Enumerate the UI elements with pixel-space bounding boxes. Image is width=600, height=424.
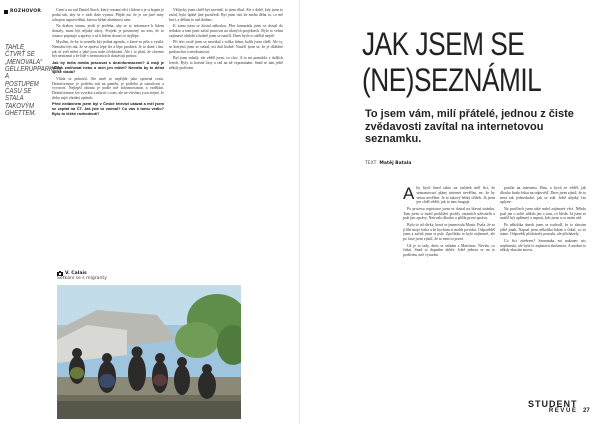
paragraph-text: posílat na internetu. Hnu, a bych se věděl, jak dlouho budu čekat na odpověď. Dnes jsem zjistil, že to není tak jednoduché, jak se zdá. Ještě nějaký čas uplyne.	[500, 186, 586, 205]
paragraph-text: Po několika dnech jsem se rozhodl, že to zkusím ještě jinak. Napsal jsem několika lidem a čekal, co se stane. Odpovědi přicházely pomalu, ale přicházely.	[500, 222, 586, 237]
title-line-2: (NE)SEZNÁMIL	[362, 62, 542, 98]
title-line-1: JAK JSEM SE	[362, 26, 525, 62]
paragraph-text: Vždycky jsem chtěl být novinář, to jsem tíhal. Ale v době, kdy jsem to začal, bylo úplně jiné prostředí. Byl jsem rád, že mohu dělat to, co mě baví, a dělám to rád dodnes.	[169, 8, 283, 22]
page-number: 27	[583, 408, 590, 414]
right-column-4	[500, 186, 586, 396]
section-label	[4, 9, 41, 14]
body-paragraph	[403, 207, 495, 221]
article-subhead: To jsem vám, milí přátelé, jednou z čiste zvědavosti zavítal na internetovou seznamku.	[365, 108, 574, 145]
body-paragraph	[500, 239, 586, 253]
paragraph-text: Na drahou stranu, jestli je potřeba, aby se ty informace k lidem dostaly, musí být nějaký zdroj. Projekt je postavený na tom, že se situace popisuje a zprávy o ní k lidem dorazí co nejlépe.	[52, 24, 164, 38]
paragraph-text: Čtení a na rad Daniel Stach, který rozumí věcí i lidem a je schopen je podat tak, aby se v nich dalo vyznat. Přijde mi, že je on jisté míry schopen ospravedlnit, kterou hýbal zkušenost sám.	[52, 8, 164, 22]
byline	[365, 161, 411, 166]
paragraph-text: Před nedávnem jsem byl v České televizi ukázat a měl jsem se zeptat na ČT. Jak jste to vnímal? Co vás k tomu vedlo? Bylo to těžké rozhodnutí?	[52, 101, 164, 116]
paragraph-text: Už je to tady, dnes se setkám s Martinou. Nevím, co čekat. Snad to dopadne dobře. Ještě jednou se na to podívám, než vyrazím.	[403, 243, 495, 258]
paragraph-text: Myslím, že by to neměla být jediná agenda, o které se píše a vysílá. Nemohu být tak, že se zpráva lépe čte a lépe prodává. Je to dané i tím, jak se svět mění a jaké jsou naše očekávání. Ale i to platí, že chceme být nestranní a že lidé v nemocnicích dostávají pomoc.	[52, 40, 164, 59]
paragraph-text: Při této cestě jsem se nesetkal s tolika lidmi, kolik jsem chtěl. Ale ty, se kterými jsem se setkal, mi dali hodně. Naučil jsem se, že je důležité poslouchat a neodsuzovat.	[169, 40, 283, 54]
paragraph-text: Jak by měla média pracovat s dezinformacemi? A mají je vůbec zmiňovat nebo o nich jen mlčet? Neměla by to dělat spíše vláda?	[52, 59, 164, 75]
paragraph-text: Po procesu registrace jsem se dostal na hlavní stránku. Tam jsem si mohl prohlížet profily ostatních uživatelů a psát jim zprávy. Netrvalo dlouho a přišla první zpráva.	[403, 206, 495, 221]
paragraph-text: by bych hned takto na začátek měl říct, že seznamovací plány internet nevěřím, ne, že by vinou nevěřím. Je to takový lehký oříšek. Já jsem jen chtěl vědět, jak to tam funguje.	[416, 186, 495, 205]
left-column-1	[52, 8, 164, 270]
body-paragraph	[169, 56, 283, 70]
body-paragraph	[500, 207, 586, 221]
left-column-2	[169, 8, 283, 226]
magazine-name-line-1: STUDENT	[528, 399, 578, 409]
section-label-text: ROZHOVOR	[10, 9, 42, 14]
magazine-name-line-2: REVUE	[548, 408, 578, 414]
photo-author: V. Calais	[65, 271, 87, 276]
article-title	[362, 26, 551, 98]
byline-label: TEXT	[365, 161, 377, 166]
body-paragraph	[500, 223, 586, 237]
migrants-photo	[57, 285, 241, 419]
interview-question	[52, 61, 164, 75]
body-paragraph	[52, 77, 164, 101]
right-column-3	[403, 186, 495, 422]
body-paragraph	[52, 8, 164, 22]
magazine-logo	[528, 400, 578, 415]
body-paragraph	[403, 186, 495, 205]
paragraph-text: Na profilech jsem také našel zajímavé věci. Někdo psal jen o sobě, někdo jen o tom, co hledá. Já jsem se snažil být upřímný a napsat, kdo jsem a co mám rád.	[500, 206, 586, 221]
drop-cap: A	[403, 186, 415, 203]
paragraph-text: Byl jsem mladý, ale věděl jsem, co chci. A to mi pomohlo v dalších letech. Byly to krásné časy a rád na ně vzpomínám. Snad se tam ještě někdy podívám.	[169, 56, 283, 70]
body-paragraph	[52, 40, 164, 59]
paragraph-text: K tomu jsem se dostal náhodou. Přes kamaráda jsem se dostal do redakce a tam jsem začal pracovat na různých projektech. Bylo to velmi zajímavé období a hodně jsem se naučil. Dnes bych to udělal stejně.	[169, 24, 283, 38]
pull-quote: TAHLE ČTVRŤ SE „MENOVALA“ GELLERUPPARKEN A POSTUPEM ČASU SE STALA TAKOVÝM GHETTEM.	[5, 44, 62, 118]
paragraph-text: Co říct závěrem? Seznamka mi nakonec nic nepřinesla, ale byla to zajímavá zkušenost. A možná to někdy zkusím znovu.	[500, 238, 586, 253]
body-paragraph	[169, 8, 283, 22]
photo-caption-text: Setkání se s migranty	[57, 276, 107, 282]
body-paragraph	[500, 186, 586, 205]
paragraph-text: Bylo to od dívky, která se jmenovala Marta. Psala, že se jí líbí moje fotka a že bychom si mohli povídat. Odpověděl jsem a začali jsme si psát. Zpočátku to bylo zajímavé, ale po čase jsem zjistil, že to není to pravé.	[403, 222, 495, 242]
body-paragraph	[403, 244, 495, 258]
body-paragraph	[169, 40, 283, 54]
body-paragraph	[403, 223, 495, 242]
photo-caption	[57, 271, 107, 282]
section-square-icon	[4, 10, 8, 14]
byline-author: Matěj Batala	[379, 161, 412, 166]
body-paragraph	[52, 24, 164, 38]
interview-question	[52, 102, 164, 116]
paragraph-text: Vláda se pokouší. Ale mně to nepřijde jako správná cesta. Dezinformace je potřeba mít na paměti, je potřeba je označovat a vyvracet. Nejlepší obrana je podle mě informovanost a vzdělání. Dezinformace lze vyvrátit a mluvit o tom, ale ne všechny jsou stejné. Je třeba najít vhodný způsob.	[52, 76, 164, 100]
body-paragraph	[169, 24, 283, 38]
